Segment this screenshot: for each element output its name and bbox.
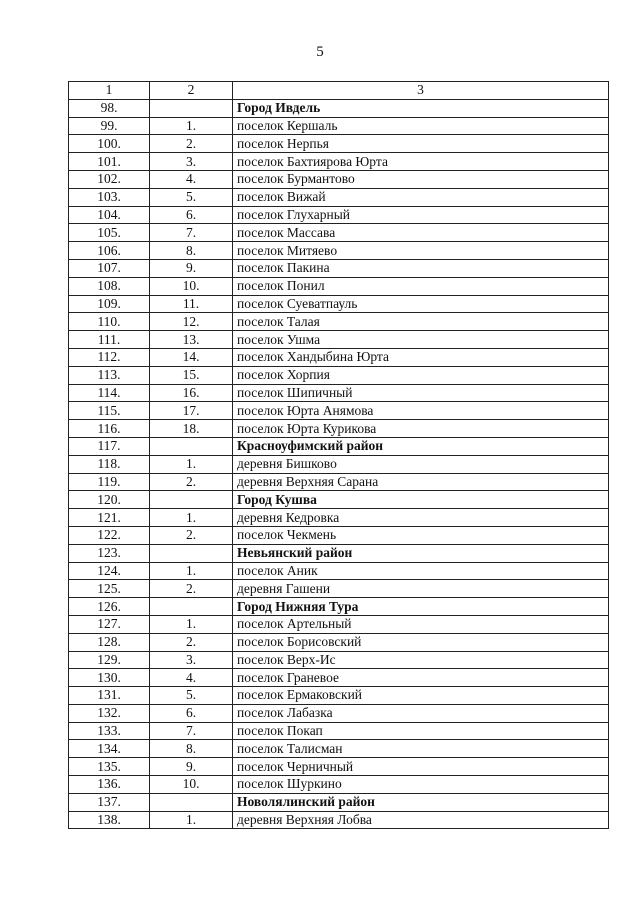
table-row <box>69 740 609 758</box>
row-number-cell: 131. <box>69 687 150 705</box>
row-number-cell: 108. <box>69 277 150 295</box>
table-row <box>69 366 609 384</box>
table-row <box>69 277 609 295</box>
row-number-cell: 122. <box>69 526 150 544</box>
sub-number-cell: 9. <box>150 758 233 776</box>
section-title-cell: Город Кушва <box>233 491 609 509</box>
table-row <box>69 776 609 794</box>
row-number-cell: 130. <box>69 669 150 687</box>
row-number-cell: 102. <box>69 170 150 188</box>
settlement-name-cell: поселок Аник <box>233 562 609 580</box>
column-header-1: 1 <box>69 82 150 100</box>
row-number-cell: 129. <box>69 651 150 669</box>
sub-number-cell <box>150 437 233 455</box>
page-number: 5 <box>316 44 324 60</box>
row-number-cell: 106. <box>69 242 150 260</box>
row-number-cell: 103. <box>69 188 150 206</box>
settlement-name-cell: поселок Пакина <box>233 259 609 277</box>
settlement-name-cell: поселок Покап <box>233 722 609 740</box>
row-number-cell: 132. <box>69 704 150 722</box>
table-row <box>69 580 609 598</box>
sub-number-cell: 1. <box>150 811 233 829</box>
settlement-name-cell: поселок Лабазка <box>233 704 609 722</box>
row-number-cell: 121. <box>69 509 150 527</box>
row-number-cell: 99. <box>69 117 150 135</box>
table-row <box>69 117 609 135</box>
section-header-row <box>69 437 609 455</box>
settlement-name-cell: поселок Граневое <box>233 669 609 687</box>
settlement-name-cell: поселок Кершаль <box>233 117 609 135</box>
row-number-cell: 107. <box>69 259 150 277</box>
sub-number-cell: 14. <box>150 348 233 366</box>
table-row <box>69 313 609 331</box>
table-row <box>69 206 609 224</box>
row-number-cell: 114. <box>69 384 150 402</box>
sub-number-cell <box>150 544 233 562</box>
settlement-name-cell: поселок Хандыбина Юрта <box>233 348 609 366</box>
sub-number-cell: 6. <box>150 206 233 224</box>
row-number-cell: 128. <box>69 633 150 651</box>
table-row <box>69 348 609 366</box>
sub-number-cell: 2. <box>150 580 233 598</box>
column-number-row <box>69 82 609 100</box>
table-row <box>69 562 609 580</box>
sub-number-cell: 8. <box>150 740 233 758</box>
sub-number-cell: 17. <box>150 402 233 420</box>
settlement-name-cell: поселок Талисман <box>233 740 609 758</box>
row-number-cell: 136. <box>69 776 150 794</box>
table-row <box>69 455 609 473</box>
settlement-name-cell: поселок Шипичный <box>233 384 609 402</box>
sub-number-cell: 18. <box>150 420 233 438</box>
row-number-cell: 110. <box>69 313 150 331</box>
settlement-name-cell: поселок Митяево <box>233 242 609 260</box>
table-row <box>69 295 609 313</box>
table-row <box>69 704 609 722</box>
row-number-cell: 100. <box>69 135 150 153</box>
sub-number-cell: 1. <box>150 562 233 580</box>
sub-number-cell: 11. <box>150 295 233 313</box>
settlement-name-cell: поселок Артельный <box>233 615 609 633</box>
row-number-cell: 101. <box>69 153 150 171</box>
table-row <box>69 153 609 171</box>
settlement-name-cell: поселок Нерпья <box>233 135 609 153</box>
sub-number-cell: 6. <box>150 704 233 722</box>
row-number-cell: 119. <box>69 473 150 491</box>
row-number-cell: 123. <box>69 544 150 562</box>
table-row <box>69 633 609 651</box>
sub-number-cell: 15. <box>150 366 233 384</box>
settlement-name-cell: поселок Понил <box>233 277 609 295</box>
row-number-cell: 124. <box>69 562 150 580</box>
settlement-name-cell: поселок Юрта Курикова <box>233 420 609 438</box>
sub-number-cell: 1. <box>150 117 233 135</box>
table-row <box>69 259 609 277</box>
table-row <box>69 509 609 527</box>
settlement-name-cell: поселок Верх-Ис <box>233 651 609 669</box>
row-number-cell: 133. <box>69 722 150 740</box>
sub-number-cell: 13. <box>150 331 233 349</box>
section-header-row <box>69 491 609 509</box>
sub-number-cell: 1. <box>150 509 233 527</box>
row-number-cell: 112. <box>69 348 150 366</box>
table-row <box>69 224 609 242</box>
settlement-name-cell: поселок Ермаковский <box>233 687 609 705</box>
row-number-cell: 98. <box>69 99 150 117</box>
section-header-row <box>69 598 609 616</box>
sub-number-cell: 3. <box>150 651 233 669</box>
settlement-name-cell: поселок Борисовский <box>233 633 609 651</box>
settlement-name-cell: поселок Бурмантово <box>233 170 609 188</box>
settlement-name-cell: поселок Чекмень <box>233 526 609 544</box>
sub-number-cell: 7. <box>150 224 233 242</box>
sub-number-cell: 1. <box>150 455 233 473</box>
sub-number-cell <box>150 491 233 509</box>
sub-number-cell: 8. <box>150 242 233 260</box>
row-number-cell: 120. <box>69 491 150 509</box>
row-number-cell: 115. <box>69 402 150 420</box>
table-row <box>69 651 609 669</box>
sub-number-cell: 2. <box>150 633 233 651</box>
settlements-table <box>68 81 609 829</box>
table-row <box>69 135 609 153</box>
sub-number-cell: 2. <box>150 473 233 491</box>
row-number-cell: 118. <box>69 455 150 473</box>
settlement-name-cell: деревня Кедровка <box>233 509 609 527</box>
sub-number-cell: 16. <box>150 384 233 402</box>
section-header-row <box>69 793 609 811</box>
sub-number-cell: 4. <box>150 170 233 188</box>
table-row <box>69 526 609 544</box>
sub-number-cell <box>150 598 233 616</box>
settlement-name-cell: поселок Вижай <box>233 188 609 206</box>
settlement-name-cell: поселок Массава <box>233 224 609 242</box>
table-row <box>69 402 609 420</box>
settlement-name-cell: поселок Талая <box>233 313 609 331</box>
section-title-cell: Город Ивдель <box>233 99 609 117</box>
row-number-cell: 116. <box>69 420 150 438</box>
settlement-name-cell: поселок Глухарный <box>233 206 609 224</box>
table-row <box>69 687 609 705</box>
sub-number-cell: 5. <box>150 188 233 206</box>
table-row <box>69 811 609 829</box>
sub-number-cell <box>150 793 233 811</box>
settlement-name-cell: деревня Верхняя Сарана <box>233 473 609 491</box>
settlement-name-cell: поселок Юрта Анямова <box>233 402 609 420</box>
table-row <box>69 722 609 740</box>
row-number-cell: 111. <box>69 331 150 349</box>
table-row <box>69 669 609 687</box>
table-row <box>69 188 609 206</box>
settlement-name-cell: деревня Гашени <box>233 580 609 598</box>
row-number-cell: 117. <box>69 437 150 455</box>
table-body <box>69 99 609 829</box>
settlement-name-cell: поселок Черничный <box>233 758 609 776</box>
section-title-cell: Новолялинский район <box>233 793 609 811</box>
settlement-name-cell: поселок Ушма <box>233 331 609 349</box>
section-title-cell: Город Нижняя Тура <box>233 598 609 616</box>
settlement-name-cell: деревня Верхняя Лобва <box>233 811 609 829</box>
row-number-cell: 125. <box>69 580 150 598</box>
sub-number-cell: 1. <box>150 615 233 633</box>
section-title-cell: Красноуфимский район <box>233 437 609 455</box>
table-row <box>69 615 609 633</box>
table-header <box>69 82 609 100</box>
settlement-name-cell: поселок Суеватпауль <box>233 295 609 313</box>
sub-number-cell: 10. <box>150 277 233 295</box>
section-header-row <box>69 99 609 117</box>
sub-number-cell: 2. <box>150 135 233 153</box>
section-title-cell: Невьянский район <box>233 544 609 562</box>
row-number-cell: 135. <box>69 758 150 776</box>
settlement-name-cell: поселок Шуркино <box>233 776 609 794</box>
table-row <box>69 384 609 402</box>
row-number-cell: 104. <box>69 206 150 224</box>
sub-number-cell: 9. <box>150 259 233 277</box>
sub-number-cell: 2. <box>150 526 233 544</box>
sub-number-cell: 7. <box>150 722 233 740</box>
table-row <box>69 331 609 349</box>
table-row <box>69 242 609 260</box>
row-number-cell: 109. <box>69 295 150 313</box>
sub-number-cell: 12. <box>150 313 233 331</box>
row-number-cell: 137. <box>69 793 150 811</box>
table-row <box>69 758 609 776</box>
table-row <box>69 170 609 188</box>
section-header-row <box>69 544 609 562</box>
sub-number-cell <box>150 99 233 117</box>
column-header-2: 2 <box>150 82 233 100</box>
row-number-cell: 134. <box>69 740 150 758</box>
sub-number-cell: 10. <box>150 776 233 794</box>
column-header-3: 3 <box>233 82 609 100</box>
row-number-cell: 126. <box>69 598 150 616</box>
sub-number-cell: 3. <box>150 153 233 171</box>
sub-number-cell: 5. <box>150 687 233 705</box>
row-number-cell: 105. <box>69 224 150 242</box>
table-row <box>69 473 609 491</box>
row-number-cell: 113. <box>69 366 150 384</box>
settlement-name-cell: поселок Хорпия <box>233 366 609 384</box>
sub-number-cell: 4. <box>150 669 233 687</box>
table-row <box>69 420 609 438</box>
settlement-name-cell: поселок Бахтиярова Юрта <box>233 153 609 171</box>
row-number-cell: 138. <box>69 811 150 829</box>
settlement-name-cell: деревня Бишково <box>233 455 609 473</box>
row-number-cell: 127. <box>69 615 150 633</box>
